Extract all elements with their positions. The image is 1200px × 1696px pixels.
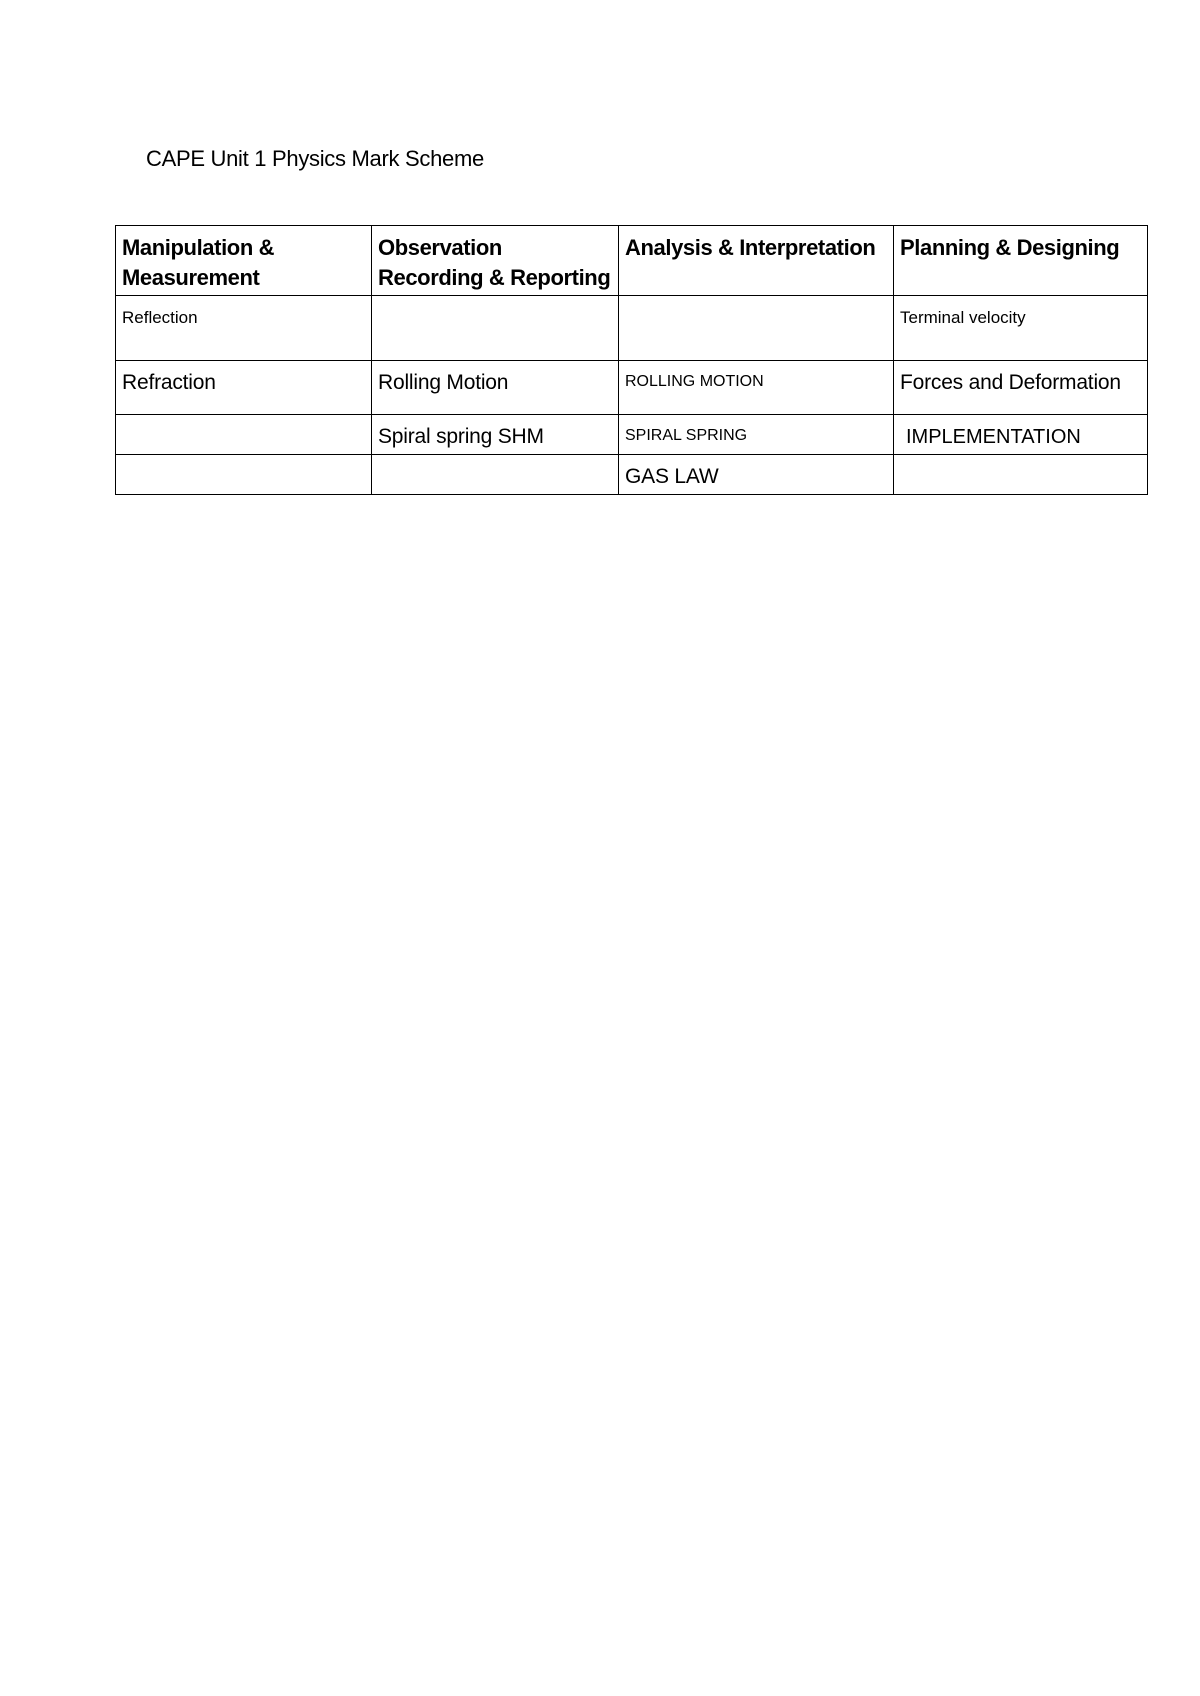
table-row bbox=[116, 455, 1148, 495]
table-cell bbox=[372, 455, 619, 495]
header-label: Observation Recording & Reporting bbox=[378, 235, 611, 290]
header-cell-observation bbox=[372, 226, 619, 296]
table-cell bbox=[619, 455, 894, 495]
cell-text: Forces and Deformation bbox=[900, 371, 1121, 394]
table-cell bbox=[372, 361, 619, 415]
cell-text: IMPLEMENTATION bbox=[906, 426, 1081, 448]
table-cell bbox=[894, 455, 1148, 495]
table-cell bbox=[619, 361, 894, 415]
table-cell bbox=[116, 415, 372, 455]
cell-text: GAS LAW bbox=[625, 465, 719, 488]
table-cell bbox=[894, 361, 1148, 415]
header-label: Planning & Designing bbox=[900, 235, 1120, 260]
table-cell bbox=[372, 296, 619, 361]
table-cell bbox=[116, 296, 372, 361]
header-label: Manipulation & Measurement bbox=[122, 235, 275, 290]
cell-text bbox=[625, 303, 887, 306]
header-cell-planning bbox=[894, 226, 1148, 296]
table-cell bbox=[116, 361, 372, 415]
table-row bbox=[116, 296, 1148, 361]
cell-text: SPIRAL SPRING bbox=[625, 427, 748, 444]
table-header-row bbox=[116, 226, 1148, 296]
table-cell bbox=[894, 415, 1148, 455]
cell-text bbox=[378, 303, 612, 306]
header-label: Analysis & Interpretation bbox=[625, 235, 876, 260]
cell-text: Terminal velocity bbox=[900, 308, 1026, 327]
mark-scheme-table bbox=[115, 225, 1148, 495]
table-cell bbox=[372, 415, 619, 455]
table-cell bbox=[116, 455, 372, 495]
cell-text: Reflection bbox=[122, 308, 198, 327]
page-title: CAPE Unit 1 Physics Mark Scheme bbox=[146, 146, 484, 171]
table-row bbox=[116, 361, 1148, 415]
table-row bbox=[116, 415, 1148, 455]
table-cell bbox=[894, 296, 1148, 361]
table-cell bbox=[619, 296, 894, 361]
cell-text: Spiral spring SHM bbox=[378, 425, 544, 448]
cell-text: Rolling Motion bbox=[378, 371, 509, 394]
header-cell-manipulation bbox=[116, 226, 372, 296]
header-cell-analysis bbox=[619, 226, 894, 296]
table-cell bbox=[619, 415, 894, 455]
cell-text: ROLLING MOTION bbox=[625, 373, 764, 390]
cell-text: Refraction bbox=[122, 371, 216, 394]
